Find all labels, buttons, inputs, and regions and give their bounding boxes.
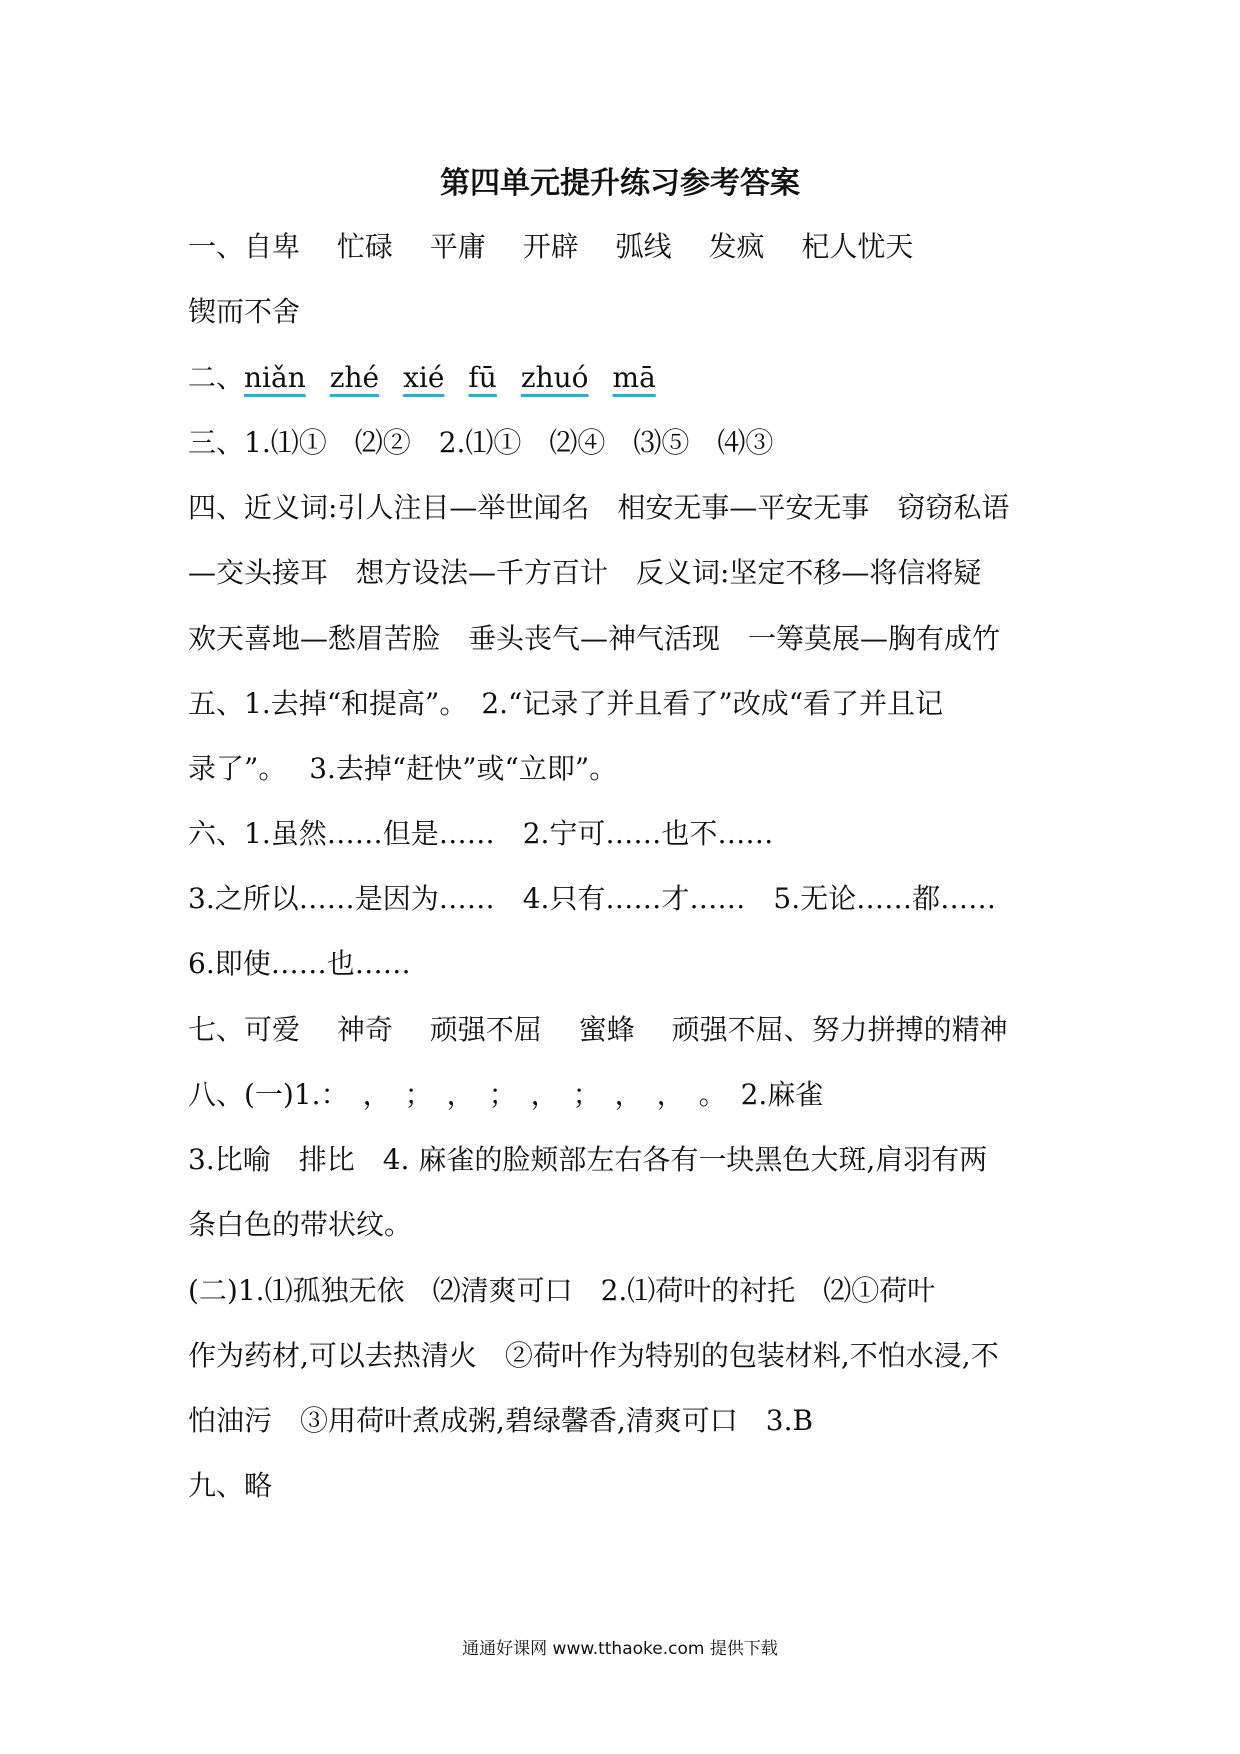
answer-line-2: 锲而不舍 bbox=[188, 295, 301, 328]
page-title: 第四单元提升练习参考答案 bbox=[440, 166, 800, 201]
answer-line-13: 七、可爱 神奇 顽强不屈 蜜蜂 顽强不屈、努力拼搏的精神 bbox=[188, 1013, 1008, 1046]
pinyin-answer: xié bbox=[403, 361, 445, 394]
answer-line-1: 一、自卑 忙碌 平庸 开辟 弧线 发疯 杞人忧天 bbox=[188, 230, 914, 263]
pinyin-answer: mā bbox=[612, 361, 656, 394]
footer-credit: 通通好课网 www.tthaoke.com 提供下载 bbox=[462, 1639, 778, 1659]
answer-line-10: 六、1.虽然……但是…… 2.宁可……也不…… bbox=[188, 817, 774, 850]
pinyin-answer: zhuó bbox=[520, 361, 589, 394]
answer-line-4: 三、1.⑴① ⑵② 2.⑴① ⑵④ ⑶⑤ ⑷③ bbox=[188, 426, 774, 459]
answer-line-17: (二)1.⑴孤独无依 ⑵清爽可口 2.⑴荷叶的衬托 ⑵①荷叶 bbox=[188, 1274, 936, 1307]
answer-line-20: 九、略 bbox=[188, 1469, 273, 1502]
answer-line-11: 3.之所以……是因为…… 4.只有……才…… 5.无论……都…… bbox=[188, 882, 997, 915]
answer-line-8: 五、1.去掉“和提高”。 2.“记录了并且看了”改成“看了并且记 bbox=[188, 687, 944, 720]
pinyin-answer: niǎn bbox=[244, 361, 306, 394]
answer-line-14: 八、(一)1.： ， ； ， ； ， ； ， ， 。 2.麻雀 bbox=[188, 1078, 824, 1111]
answer-line-7: 欢天喜地—愁眉苦脸 垂头丧气—神气活现 一筹莫展—胸有成竹 bbox=[188, 622, 1001, 655]
answer-line-9: 录了”。 3.去掉“赶快”或“立即”。 bbox=[188, 752, 618, 785]
answer-line-5: 四、近义词:引人注目—举世闻名 相安无事—平安无事 窃窃私语 bbox=[188, 491, 1010, 524]
answer-line-12: 6.即使……也…… bbox=[188, 947, 411, 980]
section-two-label: 二、 bbox=[188, 361, 245, 394]
pinyin-answer: zhé bbox=[329, 361, 380, 394]
answer-line-16: 条白色的带状纹。 bbox=[188, 1208, 413, 1241]
pinyin-answer: fū bbox=[468, 361, 497, 394]
answer-line-15: 3.比喻 排比 4. 麻雀的脸颊部左右各有一块黑色大斑,肩羽有两 bbox=[188, 1143, 988, 1176]
answer-line-3 bbox=[188, 358, 680, 398]
answer-line-18: 作为药材,可以去热清火 ②荷叶作为特别的包装材料,不怕水浸,不 bbox=[188, 1339, 999, 1372]
answer-line-19: 怕油污 ③用荷叶煮成粥,碧绿馨香,清爽可口 3.B bbox=[188, 1404, 814, 1437]
answer-line-6: —交头接耳 想方设法—千方百计 反义词:坚定不移—将信将疑 bbox=[188, 556, 982, 589]
